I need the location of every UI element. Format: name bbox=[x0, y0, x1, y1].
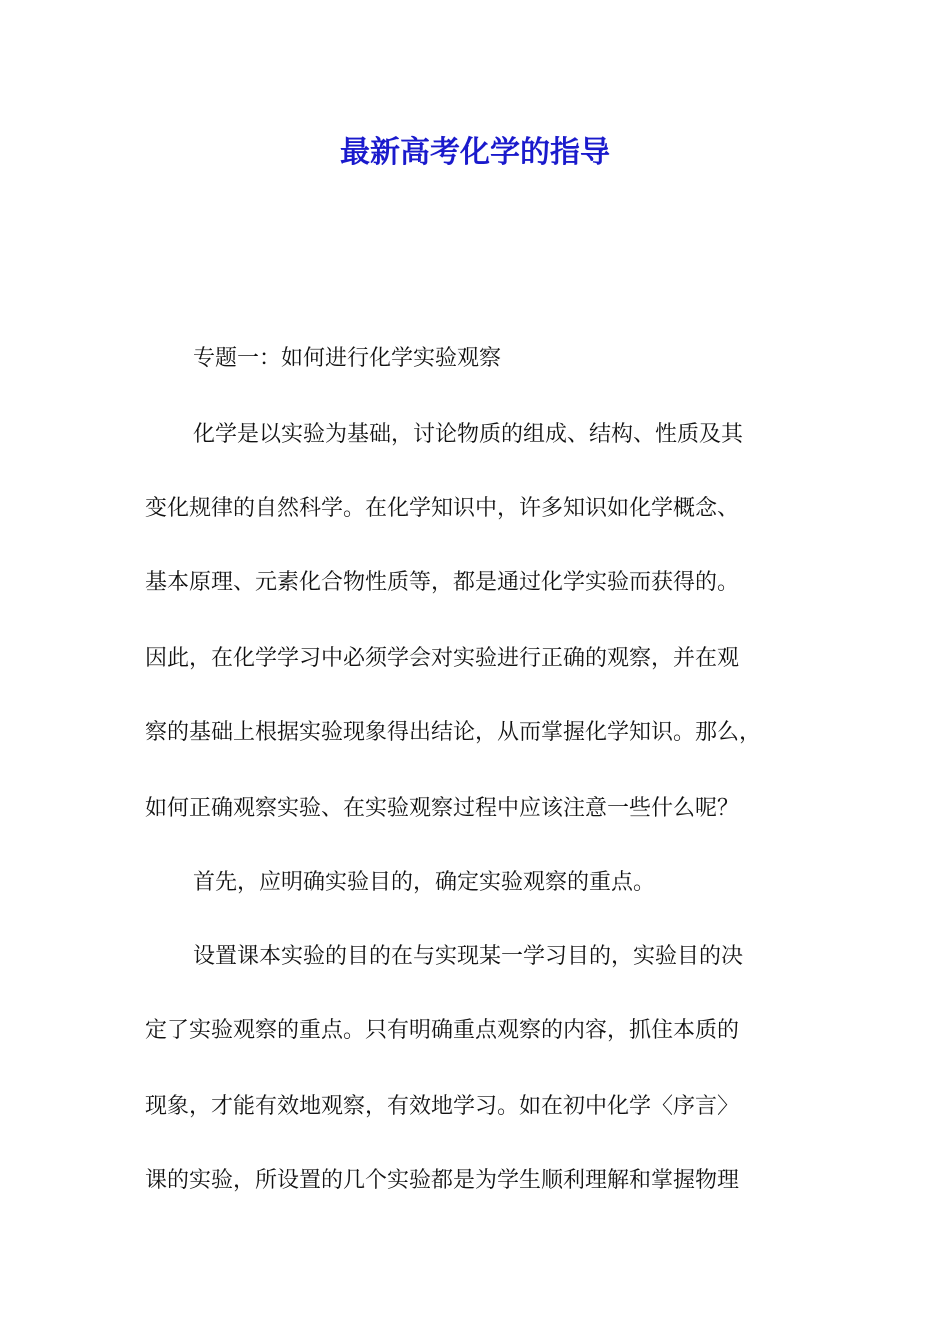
paragraph-2-line-1: 首先，应明确实验目的，确定实验观察的重点。 bbox=[193, 870, 656, 895]
paragraph-3-line-2: 定了实验观察的重点。只有明确重点观察的内容，抓住本质的 bbox=[145, 1018, 740, 1043]
paragraph-3-line-4: 课的实验，所设置的几个实验都是为学生顺利理解和掌握物理 bbox=[145, 1168, 740, 1193]
paragraph-1-line-2: 变化规律的自然科学。在化学知识中，许多知识如化学概念、 bbox=[145, 496, 740, 521]
section-heading: 专题一：如何进行化学实验观察 bbox=[193, 346, 502, 371]
paragraph-1-line-1: 化学是以实验为基础，讨论物质的组成、结构、性质及其 bbox=[193, 422, 744, 447]
paragraph-3-line-1: 设置课本实验的目的在与实现某一学习目的，实验目的决 bbox=[193, 944, 744, 969]
paragraph-3-line-3: 现象，才能有效地观察，有效地学习。如在初中化学〈序言〉 bbox=[145, 1094, 740, 1119]
page-title: 最新高考化学的指导 bbox=[340, 135, 610, 170]
paragraph-1-line-5: 察的基础上根据实验现象得出结论，从而掌握化学知识。那么， bbox=[145, 720, 762, 745]
paragraph-1-line-6: 如何正确观察实验、在实验观察过程中应该注意一些什么呢？ bbox=[145, 796, 740, 821]
paragraph-1-line-4: 因此，在化学学习中必须学会对实验进行正确的观察，并在观 bbox=[145, 646, 740, 671]
paragraph-1-line-3: 基本原理、元素化合物性质等，都是通过化学实验而获得的。 bbox=[145, 570, 740, 595]
